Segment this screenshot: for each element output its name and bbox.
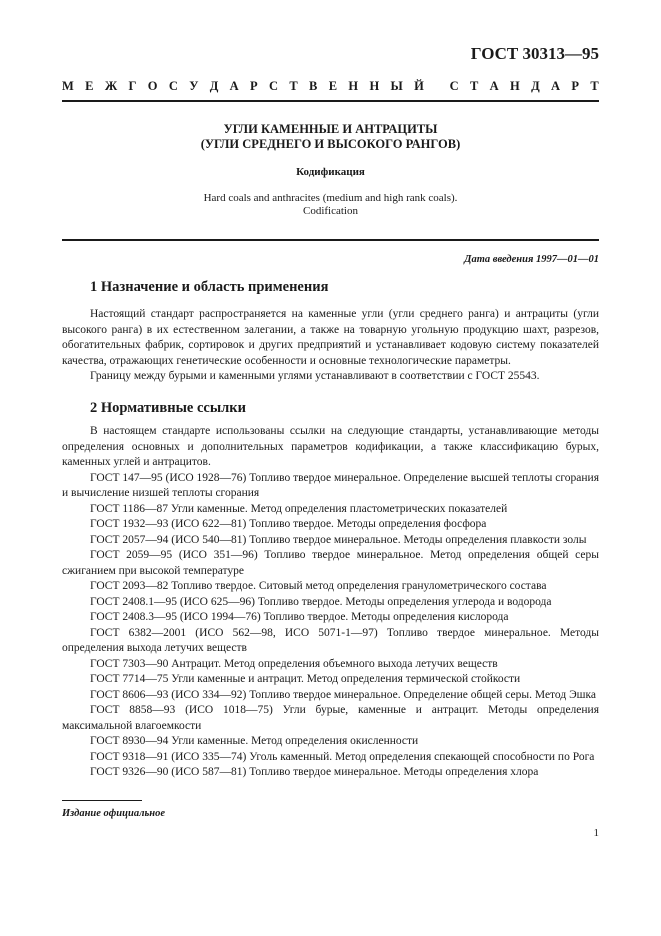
introduction-date: Дата введения 1997—01—01: [464, 254, 599, 265]
banner-letter: Н: [369, 79, 380, 93]
banner-letter: Й: [414, 79, 424, 93]
section-2-heading: 2 Нормативные ссылки: [90, 400, 246, 416]
banner-letter: Н: [510, 79, 520, 93]
official-edition-note: Издание официальное: [62, 808, 166, 819]
banner-letter: С: [269, 79, 279, 93]
banner-letter: Ы: [390, 79, 403, 93]
banner-letter: Е: [85, 79, 94, 93]
english-title-line-1: Hard coals and anthracites (medium and high rank coals).: [203, 192, 458, 204]
interstate-standard-banner: [62, 79, 599, 94]
paragraph: В настоящем стандарте использованы ссылки на следующие стандарты, устанавливающие методы определения основных и дополнительных параметров кодификации, а также классификацию бурых, каменных углей и антрацитов.: [62, 425, 599, 468]
paragraph: ГОСТ 9326—90 (ИСО 587—81) Топливо твердое минеральное. Методы определения хлора: [90, 766, 539, 778]
paragraph: Настоящий стандарт распространяется на каменные угли (угли среднего ранга) и антрациты (угли высокого ранга) в их естественном залегании, а также на товарную угольную продукцию шахт, разрезов, обогатительных фабрик, сортировок и других предприятий и устанавливает кодовую систему показателей качества, отражающих генетические особенности и основные технологические параметры.: [62, 308, 599, 367]
banner-letter: Р: [250, 79, 258, 93]
banner-letter: Т: [289, 79, 298, 93]
banner-letter: У: [189, 79, 199, 93]
banner-letter: М: [62, 79, 74, 93]
banner-letter: Г: [128, 79, 137, 93]
banner-letter: Т: [590, 79, 599, 93]
paragraph: ГОСТ 147—95 (ИСО 1928—76) Топливо твердое минеральное. Определение высшей теплоты сгорания и вычисление низшей теплоты сгорания: [62, 471, 599, 499]
document-title-line-2: (УГЛИ СРЕДНЕГО И ВЫСОКОГО РАНГОВ): [200, 137, 461, 151]
banner-letter: Е: [328, 79, 338, 93]
paragraph: ГОСТ 2408.3—95 (ИСО 1994—76) Топливо твердое. Методы определения кислорода: [90, 611, 509, 623]
footer-rule: [62, 800, 142, 801]
section-1-body: [62, 307, 599, 385]
standard-code: ГОСТ 30313—95: [470, 44, 599, 63]
paragraph: ГОСТ 2059—95 (ИСО 351—96) Топливо твердое минеральное. Метод определения общей серы сжиганием при высокой температуре: [62, 549, 599, 577]
banner-word-gap: [435, 79, 438, 94]
paragraph: ГОСТ 7714—75 Угли каменные и антрацит. Метод определения термической стойкости: [90, 673, 521, 685]
banner-letter: А: [551, 79, 561, 93]
banner-letter: Т: [469, 79, 479, 93]
paragraph: ГОСТ 8606—93 (ИСО 334—92) Топливо твердое минеральное. Определение общей серы. Метод Эшка: [90, 688, 597, 701]
paragraph: ГОСТ 1186—87 Угли каменные. Метод определения пластометрических показателей: [90, 502, 508, 515]
banner-letter: Ж: [104, 79, 118, 93]
banner-letter: А: [229, 79, 239, 93]
paragraph: Границу между бурыми и каменными углями устанавливают в соответствии с ГОСТ 25543.: [90, 370, 540, 382]
paragraph: ГОСТ 1932—93 (ИСО 622—81) Топливо твердое. Методы определения фосфора: [90, 518, 487, 530]
banner-letter: Д: [531, 79, 540, 93]
section-2-body: [62, 424, 599, 781]
paragraph: ГОСТ 8930—94 Угли каменные. Метод определения окисленности: [90, 735, 419, 747]
banner-letter: Н: [348, 79, 359, 93]
banner-letter: С: [449, 79, 459, 93]
banner-letter: Р: [571, 79, 580, 93]
title-divider: [62, 239, 599, 241]
page-number: 1: [593, 827, 599, 839]
document-title-line-1: УГЛИ КАМЕННЫЕ И АНТРАЦИТЫ: [223, 122, 438, 136]
top-rule: [62, 100, 599, 102]
banner-letter: С: [168, 79, 178, 93]
paragraph: ГОСТ 2093—82 Топливо твердое. Ситовый метод определения гранулометрического состава: [90, 580, 547, 592]
section-1-heading: 1 Назначение и область применения: [90, 279, 329, 295]
banner-letter: О: [147, 79, 158, 93]
banner-letter: А: [489, 79, 499, 93]
document-subtitle: Кодификация: [296, 166, 365, 178]
paragraph: ГОСТ 7303—90 Антрацит. Метод определения объемного выхода летучих веществ: [90, 657, 498, 670]
paragraph: ГОСТ 8858—93 (ИСО 1018—75) Угли бурые, каменные и антрацит. Методы определения максимальной влагоемкости: [62, 704, 599, 732]
banner-letter: Д: [209, 79, 219, 93]
english-title-line-2: Codification: [303, 205, 358, 217]
banner-letter: В: [309, 79, 318, 93]
paragraph: ГОСТ 6382—2001 (ИСО 562—98, ИСО 5071-1—97) Топливо твердое минеральное. Методы определения выхода летучих веществ: [62, 626, 599, 654]
paragraph: ГОСТ 9318—91 (ИСО 335—74) Уголь каменный. Метод определения спекающей способности по Рога: [90, 750, 595, 763]
paragraph: ГОСТ 2057—94 (ИСО 540—81) Топливо твердое минеральное. Методы определения плавкости золы: [90, 533, 587, 546]
paragraph: ГОСТ 2408.1—95 (ИСО 625—96) Топливо твердое. Методы определения углерода и водорода: [90, 595, 552, 608]
